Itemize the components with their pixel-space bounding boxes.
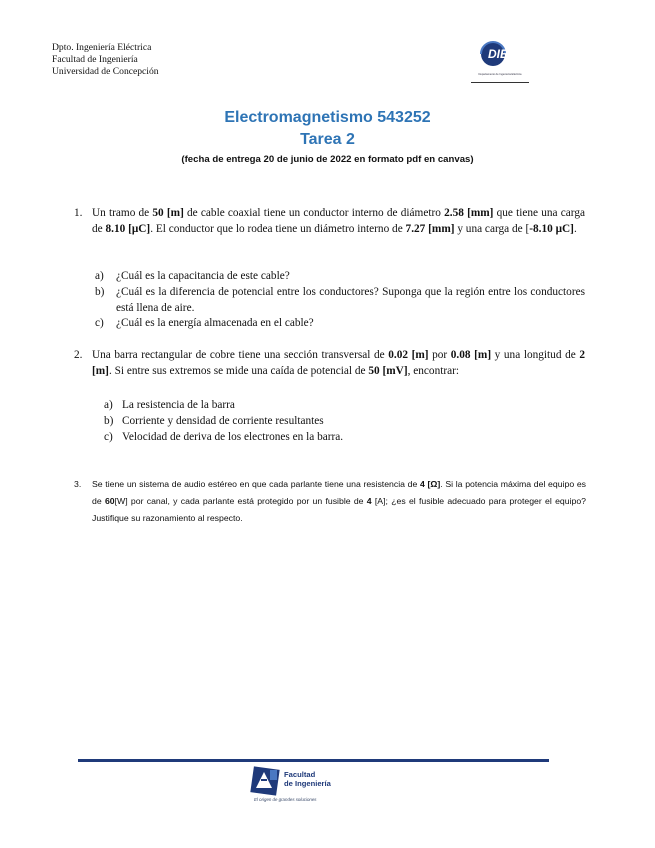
value-charge-inner: 8.10 [μC] [105,223,151,236]
list-item [95,285,585,317]
question-number: 1. [74,207,83,219]
item-text: Velocidad de deriva de los electrones en la barra. [122,431,344,443]
value-resistance: 4 [Ω] [420,479,441,489]
question-1-items [95,269,585,332]
question-text [92,347,585,379]
institution-header [52,42,159,79]
value-power: 60 [104,496,115,506]
department-line: Dpto. Ingeniería Eléctrica [52,42,152,53]
question-1 [74,205,585,237]
item-text: ¿Cuál es la diferencia de potencial entre los conductores? Suponga que la región entre los conductores está llena de aire. [116,285,585,314]
list-item [104,429,574,445]
text-run: [A]; ¿es el fusible adecuado para proteger el equipo? Justifique su razonamiento al respecto. [92,496,586,523]
university-line: Universidad de Concepción [52,66,159,78]
die-logo-text: DIE [487,47,509,61]
die-logo-icon [471,41,529,73]
item-text: Corriente y densidad de corriente resultantes [122,415,324,427]
value-charge-outer: -8.10 μC] [529,223,574,236]
item-letter: b) [104,415,114,427]
item-letter: a) [95,270,104,282]
text-run: . [573,223,577,236]
question-2 [74,347,585,379]
text-run: . Si la potencia máxima del equipo es de [92,479,586,506]
question-text [92,205,585,237]
text-run: que tiene una carga de [92,207,586,236]
item-letter: c) [104,431,113,443]
faculty-name-line2: de Ingeniería [284,778,331,788]
text-run: y una carga de [ [454,223,530,236]
text-run: Se tiene un sistema de audio estéreo en que cada parlante tiene una resistencia de [92,479,420,489]
faculty-name-line1: Facultad [284,770,316,779]
text-run: Una barra rectangular de cobre tiene una sección transversal de [92,349,389,361]
question-2-items [104,397,574,445]
item-letter: c) [95,317,104,330]
faculty-name [284,771,331,788]
due-date-note: (fecha de entrega 20 de junio de 2022 en formato pdf en canvas) [181,154,474,165]
list-item [95,316,585,332]
text-run: de cable coaxial tiene un conductor interno de diámetro [183,207,445,219]
question-number: 2. [74,349,83,361]
text-run: y una longitud de [491,349,580,361]
text-run: . El conductor que lo rodea tiene un diámetro interno de [150,223,406,236]
value-width: 0.02 [m] [388,349,429,361]
faculty-tagline: El origen de grandes soluciones [254,797,317,802]
faculty-line: Facultad de Ingeniería [52,54,138,66]
assignment-title: Tarea 2 [300,131,355,148]
value-fuse-current: 4 [366,496,372,506]
text-run: , encontrar: [407,365,460,378]
item-letter: b) [95,285,105,298]
question-text [92,476,586,527]
value-length: 50 [m] [152,207,184,219]
course-title: Electromagnetismo 543252 [224,109,431,126]
die-logo [471,41,529,83]
list-item [95,269,585,285]
value-height: 0.08 [m] [450,349,492,361]
die-logo-caption: Departamento de Ingeniería Eléctrica [478,73,522,76]
text-run: [W] por canal, y cada parlante está protegido por un fusible de [114,496,367,506]
list-item [104,397,574,413]
value-length: 2 [m] [92,349,585,378]
item-letter: a) [104,399,113,411]
item-text: ¿Cuál es la energía almacenada en el cable? [116,317,314,330]
faculty-logo-icon [250,766,284,798]
text-run: por [428,349,451,361]
header-rule [471,82,529,83]
text-run: Un tramo de [92,207,153,219]
title-block [0,107,655,168]
text-run: . Si entre sus extremos se mide una caída de potencial de [108,365,369,378]
footer-rule [78,759,549,762]
list-item [104,413,574,429]
value-voltage-drop: 50 [mV] [368,365,408,378]
item-text: La resistencia de la barra [122,399,235,411]
question-number: 3. [74,479,82,489]
item-text: ¿Cuál es la capacitancia de este cable? [116,270,290,282]
question-3 [74,476,586,527]
value-diameter-inner: 2.58 [mm] [444,207,494,219]
value-diameter-outer: 7.27 [mm] [405,223,455,236]
